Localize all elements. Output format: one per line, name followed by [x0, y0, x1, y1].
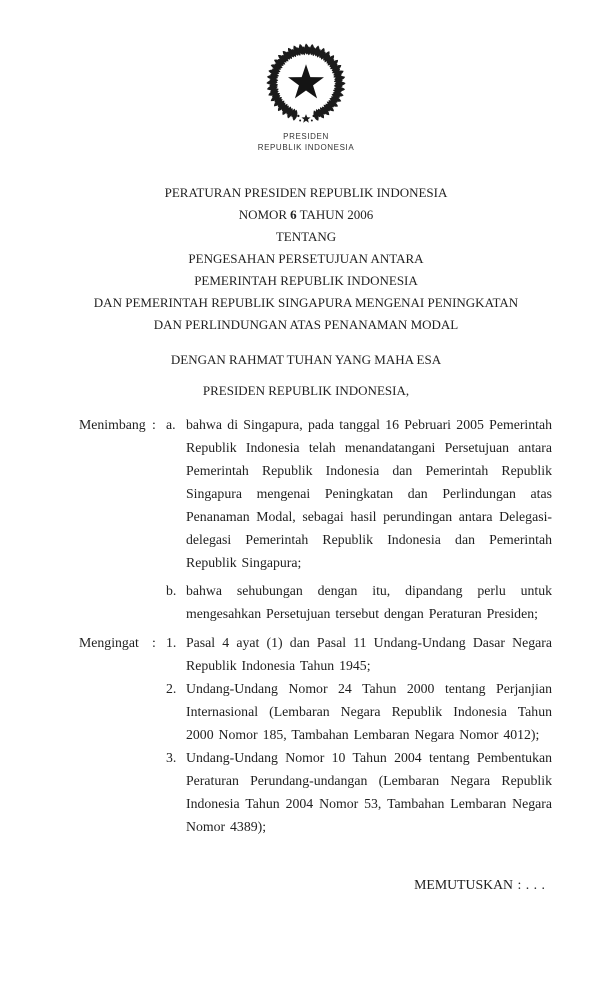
- menimbang-item-b: [166, 579, 552, 625]
- mengingat-items: [166, 631, 552, 838]
- menimbang-item-b-text: bahwa sehubungan dengan itu, dipandang perlu untuk mengesahkan Persetujuan tersebut dengan Peraturan Presiden;: [186, 583, 552, 621]
- menimbang-colon: :: [152, 417, 156, 432]
- nomor-number: 6: [290, 207, 297, 222]
- mengingat-item-2-text: Undang-Undang Nomor 24 Tahun 2000 tentang Perjanjian Internasional (Lembaran Negara Republik Indonesia Tahun 2000 Nomor 185, Tambahan Lembaran Negara Nomor 4012);: [186, 681, 552, 742]
- subject-line-4: DAN PERLINDUNGAN ATAS PENANAMAN MODAL: [153, 317, 459, 332]
- menimbang-item-a-marker: a.: [166, 417, 176, 432]
- memutuskan-continuation-line: MEMUTUSKAN : . . .: [414, 877, 545, 892]
- letterhead-presiden: PRESIDEN: [283, 132, 329, 141]
- regulation-number-line: [0, 204, 612, 226]
- letterhead-caption: [0, 131, 612, 153]
- menimbang-row: [79, 413, 552, 625]
- mengingat-colon: :: [152, 635, 156, 650]
- mengingat-item-3-text: Undang-Undang Nomor 10 Tahun 2004 tentang Pembentukan Peraturan Perundang-undangan (Lembaran Negara Republik Indonesia Tahun 2004 Nomor 53, Tambahan Lembaran Negara Nomor 4389);: [186, 750, 552, 834]
- menimbang-item-b-marker: b.: [166, 583, 177, 598]
- regulation-title: PERATURAN PRESIDEN REPUBLIK INDONESIA: [164, 185, 448, 200]
- menimbang-item-a: [166, 413, 552, 574]
- mengingat-item-2-marker: 2.: [166, 681, 177, 696]
- tentang-label: TENTANG: [275, 229, 337, 244]
- nomor-label: NOMOR: [238, 207, 288, 222]
- mengingat-item-1-text: Pasal 4 ayat (1) dan Pasal 11 Undang-Undang Dasar Negara Republik Indonesia Tahun 1945;: [186, 635, 552, 673]
- mengingat-label: Mengingat: [79, 635, 139, 650]
- mengingat-item-3-marker: 3.: [166, 750, 177, 765]
- subject-line-3: DAN PEMERINTAH REPUBLIK SINGAPURA MENGENAI PENINGKATAN: [93, 295, 519, 310]
- menimbang-items: [166, 413, 552, 625]
- mengingat-item-1-marker: 1.: [166, 635, 177, 650]
- considerations-section: [79, 413, 552, 838]
- mengingat-item-2: [166, 677, 552, 746]
- mengingat-item-1: [166, 631, 552, 677]
- enacting-authority-line: PRESIDEN REPUBLIK INDONESIA,: [202, 383, 410, 398]
- title-block: [0, 182, 612, 336]
- presidential-emblem-icon: [261, 38, 351, 130]
- letterhead-republik-indonesia: REPUBLIK INDONESIA: [257, 143, 355, 152]
- subject-line-1: PENGESAHAN PERSETUJUAN ANTARA: [188, 251, 424, 266]
- subject-line-2: PEMERINTAH REPUBLIK INDONESIA: [194, 273, 418, 288]
- mengingat-row: [79, 631, 552, 838]
- invocation-line: DENGAN RAHMAT TUHAN YANG MAHA ESA: [170, 352, 442, 367]
- wreath-bottom-ornament-icon: [297, 114, 315, 123]
- menimbang-item-a-text: bahwa di Singapura, pada tanggal 16 Pebruari 2005 Pemerintah Republik Indonesia telah menandatangani Persetujuan antara Pemerintah Republik Indonesia dan Pemerintah Republik Singapura mengenai Peningkatan dan Perlindungan atas Penanaman Modal, sebagai hasil perundingan antara Delegasi-delegasi Pemerintah Republik Indonesia dan Pemerintah Republik Singapura;: [186, 417, 552, 570]
- letterhead: [0, 38, 612, 153]
- mengingat-item-3: [166, 746, 552, 838]
- menimbang-label: Menimbang: [79, 417, 146, 432]
- nomor-year: TAHUN 2006: [299, 207, 374, 222]
- star-icon: [288, 64, 324, 98]
